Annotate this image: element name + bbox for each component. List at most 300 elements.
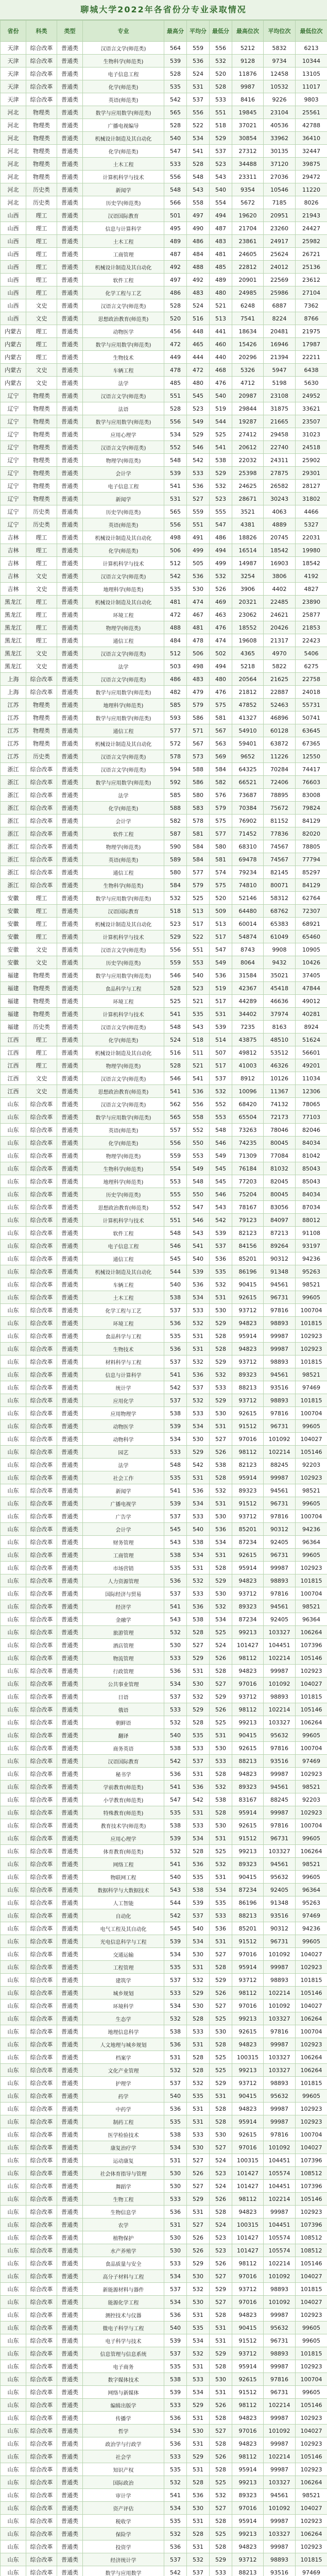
major-cell: 物理学(师范类) <box>83 840 164 853</box>
max-score-cell: 533 <box>164 1703 187 1716</box>
province-cell: 山东 <box>1 2103 26 2115</box>
min-rank-cell: 55731 <box>296 699 327 711</box>
major-cell: 数学与应用数学 <box>83 2566 164 2576</box>
major-cell: 国际经济与贸易 <box>83 1587 164 1600</box>
max-score-cell: 547 <box>164 1793 187 1806</box>
category-cell: 综合改革 <box>26 2206 57 2218</box>
avg-rank-cell: 65383 <box>264 918 296 930</box>
min-score-cell: 528 <box>210 1665 232 1677</box>
min-rank-cell: 100704 <box>296 2128 327 2141</box>
avg-score-cell: 546 <box>187 1214 210 1227</box>
min-score-cell: 476 <box>210 377 232 389</box>
min-score-cell: 581 <box>210 853 232 866</box>
major-cell: 通信工程 <box>83 1252 164 1265</box>
max-rank-cell: 94823 <box>232 2412 264 2425</box>
table-row <box>1 1793 327 1806</box>
category-cell: 理工 <box>26 274 57 286</box>
max-rank-cell: 94823 <box>232 1665 264 1677</box>
max-score-cell: 540 <box>164 132 187 145</box>
min-score-cell: 532 <box>210 1858 232 1871</box>
major-cell: 法学 <box>83 1459 164 1471</box>
max-rank-cell: 20321 <box>232 596 264 608</box>
max-rank-cell: 77203 <box>232 1175 264 1188</box>
avg-score-cell: 588 <box>187 763 210 776</box>
type-cell: 普通类 <box>57 570 83 583</box>
avg-score-cell: 559 <box>187 42 210 55</box>
min-rank-cell: 101815 <box>296 2347 327 2360</box>
major-cell: 工商管理 <box>83 248 164 261</box>
avg-score-cell: 531 <box>187 1665 210 1677</box>
min-rank-cell: 4466 <box>296 505 327 518</box>
avg-score-cell: 523 <box>187 982 210 995</box>
max-score-cell: 535 <box>164 2115 187 2128</box>
province-cell: 山东 <box>1 2090 26 2103</box>
max-rank-cell: 21704 <box>232 222 264 235</box>
table-row <box>1 789 327 802</box>
table-row <box>1 1201 327 1214</box>
min-score-cell: 528 <box>210 1330 232 1343</box>
max-rank-cell: 20987 <box>232 389 264 402</box>
avg-score-cell: 522 <box>187 119 210 132</box>
avg-rank-cell: 27036 <box>264 171 296 183</box>
avg-score-cell: 481 <box>187 621 210 634</box>
max-score-cell: 537 <box>164 1355 187 1368</box>
avg-rank-cell: 22887 <box>264 686 296 699</box>
province-cell: 山东 <box>1 1394 26 1407</box>
max-score-cell: 552 <box>164 1201 187 1214</box>
avg-score-cell: 534 <box>187 1291 210 1304</box>
max-rank-cell: 98112 <box>232 2193 264 2206</box>
max-rank-cell: 93712 <box>232 1690 264 1703</box>
avg-score-cell: 526 <box>187 2167 210 2180</box>
avg-score-cell: 531 <box>187 2437 210 2450</box>
avg-rank-cell: 82045 <box>264 1175 296 1188</box>
max-rank-cell: 99213 <box>232 2064 264 2077</box>
max-rank-cell: 95914 <box>232 1562 264 1574</box>
avg-rank-cell: 26582 <box>264 480 296 493</box>
min-rank-cell: 105146 <box>296 2450 327 2463</box>
min-rank-cell: 99605 <box>296 1497 327 1510</box>
avg-rank-cell: 92405 <box>264 1536 296 1549</box>
min-rank-cell: 51624 <box>296 1033 327 1046</box>
max-score-cell: 537 <box>164 1690 187 1703</box>
avg-rank-cell: 99987 <box>264 2515 296 2528</box>
max-rank-cell: 94823 <box>232 2038 264 2051</box>
category-cell: 物理类 <box>26 171 57 183</box>
table-row <box>1 918 327 930</box>
major-cell: 制药工程 <box>83 2115 164 2128</box>
province-cell: 内蒙古 <box>1 351 26 364</box>
max-score-cell: 534 <box>164 2270 187 2283</box>
avg-score-cell: 533 <box>187 2025 210 2038</box>
max-rank-cell: 87234 <box>232 1613 264 1626</box>
category-cell: 理工 <box>26 209 57 222</box>
category-cell: 综合改革 <box>26 2283 57 2296</box>
major-cell: 生物科学(师范类) <box>83 879 164 892</box>
avg-score-cell: 535 <box>187 2321 210 2334</box>
min-score-cell: 507 <box>210 1046 232 1059</box>
province-cell: 山东 <box>1 1549 26 1562</box>
type-cell: 普通类 <box>57 274 83 286</box>
avg-rank-cell: 72173 <box>264 1111 296 1124</box>
major-cell: 交通运输 <box>83 1948 164 1961</box>
min-rank-cell: 5630 <box>296 377 327 389</box>
min-rank-cell: 100704 <box>296 1304 327 1317</box>
avg-score-cell: 528 <box>187 1626 210 1639</box>
min-rank-cell: 94236 <box>296 1252 327 1265</box>
max-rank-cell: 91512 <box>232 1935 264 1948</box>
avg-score-cell: 551 <box>187 518 210 531</box>
avg-score-cell: 584 <box>187 853 210 866</box>
avg-score-cell: 505 <box>187 557 210 570</box>
category-cell: 综合改革 <box>26 1420 57 1433</box>
category-cell: 综合改革 <box>26 1098 57 1111</box>
avg-score-cell: 530 <box>187 2296 210 2309</box>
category-cell: 文史 <box>26 956 57 969</box>
max-score-cell: 554 <box>164 1162 187 1175</box>
category-cell: 物理类 <box>26 969 57 982</box>
min-score-cell: 534 <box>210 1884 232 1896</box>
type-cell: 普通类 <box>57 1137 83 1149</box>
max-rank-cell: 5218 <box>232 660 264 673</box>
avg-score-cell: 541 <box>187 1240 210 1252</box>
table-row <box>1 724 327 737</box>
max-score-cell: 516 <box>164 1046 187 1059</box>
min-score-cell: 527 <box>210 2141 232 2154</box>
avg-score-cell: 536 <box>187 55 210 67</box>
max-rank-cell: 98112 <box>232 1703 264 1716</box>
major-cell: 舞蹈学 <box>83 2180 164 2193</box>
province-cell: 山东 <box>1 2077 26 2090</box>
max-rank-cell: 94823 <box>232 1343 264 1355</box>
min-rank-cell: 97469 <box>296 1909 327 1922</box>
category-cell: 综合改革 <box>26 2103 57 2115</box>
type-cell: 普通类 <box>57 737 83 750</box>
type-cell: 普通类 <box>57 1008 83 1021</box>
max-score-cell: 512 <box>164 557 187 570</box>
min-rank-cell: 97469 <box>296 1381 327 1394</box>
min-score-cell: 542 <box>210 1214 232 1227</box>
major-cell: 社会工作 <box>83 1471 164 1484</box>
min-score-cell: 531 <box>210 1291 232 1304</box>
min-rank-cell: 105146 <box>296 2193 327 2206</box>
min-score-cell: 489 <box>210 274 232 286</box>
table-row <box>1 93 327 106</box>
min-score-cell: 509 <box>210 905 232 918</box>
max-score-cell: 537 <box>164 1587 187 1600</box>
major-cell: 商务英语 <box>83 1742 164 1755</box>
province-cell: 山东 <box>1 1716 26 1729</box>
table-row <box>1 1137 327 1149</box>
category-cell: 综合改革 <box>26 1459 57 1471</box>
max-rank-cell: 97016 <box>232 1948 264 1961</box>
max-rank-cell: 9128 <box>232 55 264 67</box>
min-rank-cell: 107396 <box>296 2218 327 2231</box>
avg-score-cell: 511 <box>187 1046 210 1059</box>
max-rank-cell: 9354 <box>232 183 264 196</box>
type-cell: 普通类 <box>57 2553 83 2566</box>
table-row <box>1 1085 327 1098</box>
avg-score-cell: 528 <box>187 1845 210 1858</box>
avg-score-cell: 532 <box>187 2283 210 2296</box>
avg-score-cell: 542 <box>187 1793 210 1806</box>
min-score-cell: 549 <box>210 1149 232 1162</box>
max-rank-cell: 100315 <box>232 2218 264 2231</box>
avg-rank-cell: 37974 <box>264 1008 296 1021</box>
max-score-cell: 536 <box>164 1665 187 1677</box>
max-score-cell: 533 <box>164 2193 187 2206</box>
min-score-cell: 528 <box>210 1768 232 1781</box>
avg-rank-cell: 103327 <box>264 1845 296 1858</box>
min-rank-cell: 102923 <box>296 2309 327 2321</box>
min-rank-cell: 104027 <box>296 2502 327 2515</box>
type-cell: 普通类 <box>57 789 83 802</box>
max-rank-cell: 98112 <box>232 1446 264 1459</box>
table-row <box>1 1343 327 1355</box>
province-cell: 山西 <box>1 248 26 261</box>
type-cell: 普通类 <box>57 2180 83 2193</box>
table-row <box>1 2540 327 2553</box>
min-score-cell: 529 <box>210 132 232 145</box>
province-cell: 山东 <box>1 1317 26 1330</box>
column-header: 最高位次 <box>232 21 264 42</box>
table-row <box>1 1381 327 1394</box>
type-cell: 普通类 <box>57 1626 83 1639</box>
min-score-cell: 535 <box>210 1265 232 1278</box>
max-score-cell: 587 <box>164 827 187 840</box>
province-cell: 江苏 <box>1 699 26 711</box>
category-cell: 物理类 <box>26 428 57 441</box>
table-row <box>1 1935 327 1948</box>
type-cell: 普通类 <box>57 1497 83 1510</box>
min-score-cell: 575 <box>210 879 232 892</box>
type-cell: 普通类 <box>57 467 83 480</box>
max-score-cell: 548 <box>164 183 187 196</box>
max-rank-cell: 37021 <box>232 119 264 132</box>
min-score-cell: 580 <box>210 840 232 853</box>
major-cell: 地理科学(师范类) <box>83 583 164 596</box>
min-score-cell: 519 <box>210 982 232 995</box>
min-rank-cell: 100704 <box>296 1407 327 1420</box>
max-score-cell: 534 <box>164 1999 187 2012</box>
province-cell: 浙江 <box>1 879 26 892</box>
province-cell: 吉林 <box>1 570 26 583</box>
min-rank-cell: 104027 <box>296 1433 327 1446</box>
avg-score-cell: 531 <box>187 2309 210 2321</box>
avg-score-cell: 534 <box>187 132 210 145</box>
avg-score-cell: 531 <box>187 1471 210 1484</box>
min-rank-cell: 85297 <box>296 866 327 879</box>
min-score-cell: 536 <box>210 969 232 982</box>
category-cell: 理工 <box>26 286 57 299</box>
type-cell: 普通类 <box>57 969 83 982</box>
province-cell: 河北 <box>1 171 26 183</box>
type-cell: 普通类 <box>57 1922 83 1935</box>
avg-score-cell: 532 <box>187 1690 210 1703</box>
category-cell: 物理类 <box>26 132 57 145</box>
max-score-cell: 530 <box>164 2244 187 2257</box>
major-cell: 广播电视编导 <box>83 119 164 132</box>
max-rank-cell: 79234 <box>232 866 264 879</box>
avg-score-cell: 538 <box>187 1536 210 1549</box>
avg-rank-cell: 105574 <box>264 2167 296 2180</box>
min-rank-cell: 99605 <box>296 1729 327 1742</box>
major-cell: 知识产权 <box>83 2463 164 2476</box>
avg-rank-cell: 74567 <box>264 853 296 866</box>
major-cell: 机械设计制造及其自动化 <box>83 1046 164 1059</box>
avg-rank-cell: 96731 <box>264 1497 296 1510</box>
province-cell: 山东 <box>1 1162 26 1175</box>
max-rank-cell: 97016 <box>232 2141 264 2154</box>
province-cell: 河北 <box>1 119 26 132</box>
category-cell: 综合改革 <box>26 2399 57 2412</box>
major-cell: 人工智能 <box>83 1896 164 1909</box>
max-rank-cell: 101427 <box>232 2244 264 2257</box>
type-cell: 普通类 <box>57 815 83 827</box>
avg-rank-cell: 99987 <box>264 1471 296 1484</box>
category-cell: 综合改革 <box>26 2180 57 2193</box>
max-rank-cell: 101427 <box>232 2180 264 2193</box>
avg-score-cell: 530 <box>187 1999 210 2012</box>
max-score-cell: 588 <box>164 802 187 815</box>
max-score-cell: 548 <box>164 1459 187 1471</box>
max-rank-cell: 101427 <box>232 2231 264 2244</box>
type-cell: 普通类 <box>57 1549 83 1562</box>
category-cell: 综合改革 <box>26 2528 57 2540</box>
min-score-cell: 526 <box>210 1652 232 1665</box>
table-row <box>1 699 327 711</box>
category-cell: 综合改革 <box>26 1471 57 1484</box>
max-rank-cell: 10096 <box>232 1085 264 1098</box>
major-cell: 数学与应用数学(师范类) <box>83 892 164 905</box>
table-row <box>1 956 327 969</box>
table-row <box>1 493 327 505</box>
min-rank-cell: 106264 <box>296 1845 327 1858</box>
avg-rank-cell: 95632 <box>264 1729 296 1742</box>
min-score-cell: 517 <box>210 930 232 943</box>
table-row <box>1 158 327 171</box>
major-cell: 计算机科学与技术 <box>83 930 164 943</box>
table-row <box>1 1240 327 1252</box>
max-score-cell: 533 <box>164 158 187 171</box>
table-row <box>1 312 327 325</box>
province-cell: 辽宁 <box>1 493 26 505</box>
max-rank-cell: 87234 <box>232 1884 264 1896</box>
province-cell: 黑龙江 <box>1 596 26 608</box>
category-cell: 文史 <box>26 1085 57 1098</box>
province-cell: 山东 <box>1 1149 26 1162</box>
max-score-cell: 566 <box>164 196 187 209</box>
type-cell: 普通类 <box>57 673 83 686</box>
avg-score-cell: 581 <box>187 827 210 840</box>
min-score-cell: 527 <box>210 1433 232 1446</box>
max-score-cell: 539 <box>164 1832 187 1845</box>
min-rank-cell: 25136 <box>296 261 327 274</box>
avg-score-cell: 529 <box>187 2257 210 2270</box>
table-row <box>1 2321 327 2334</box>
category-cell: 历史类 <box>26 183 57 196</box>
type-cell: 普通类 <box>57 1832 83 1845</box>
avg-score-cell: 584 <box>187 840 210 853</box>
province-cell: 安徽 <box>1 905 26 918</box>
max-score-cell: 533 <box>164 2450 187 2463</box>
type-cell: 普通类 <box>57 493 83 505</box>
max-rank-cell: 86196 <box>232 1265 264 1278</box>
avg-rank-cell: 37120 <box>264 158 296 171</box>
major-cell: 哲学 <box>83 2425 164 2437</box>
type-cell: 普通类 <box>57 441 83 454</box>
category-cell: 综合改革 <box>26 1407 57 1420</box>
avg-rank-cell: 80045 <box>264 1137 296 1149</box>
major-cell: 秘书学 <box>83 1768 164 1781</box>
table-row <box>1 879 327 892</box>
type-cell: 普通类 <box>57 827 83 840</box>
avg-rank-cell: 99987 <box>264 2309 296 2321</box>
avg-rank-cell: 102214 <box>264 1652 296 1665</box>
major-cell: 生物科学(师范类) <box>83 55 164 67</box>
min-score-cell: 553 <box>210 1111 232 1124</box>
major-cell: 园艺 <box>83 1446 164 1459</box>
max-rank-cell: 88213 <box>232 1381 264 1394</box>
min-score-cell: 541 <box>210 441 232 454</box>
avg-score-cell: 479 <box>187 686 210 699</box>
type-cell: 普通类 <box>57 132 83 145</box>
max-rank-cell: 90415 <box>232 1871 264 1884</box>
major-cell: 行政管理 <box>83 1665 164 1677</box>
min-score-cell: 547 <box>210 943 232 956</box>
min-rank-cell: 105146 <box>296 1446 327 1459</box>
max-score-cell: 542 <box>164 1381 187 1394</box>
min-score-cell: 517 <box>210 995 232 1008</box>
min-score-cell: 532 <box>210 1368 232 1381</box>
max-score-cell: 565 <box>164 1111 187 1124</box>
table-row <box>1 827 327 840</box>
max-score-cell: 535 <box>164 80 187 93</box>
max-score-cell: 536 <box>164 1317 187 1330</box>
province-cell: 山东 <box>1 2373 26 2386</box>
major-cell: 公共事业管理 <box>83 1677 164 1690</box>
min-rank-cell: 23890 <box>296 596 327 608</box>
table-row <box>1 531 327 544</box>
table-row <box>1 943 327 956</box>
avg-rank-cell: 46896 <box>264 711 296 724</box>
min-score-cell: 485 <box>210 261 232 274</box>
type-cell: 普通类 <box>57 351 83 364</box>
max-score-cell: 540 <box>164 2321 187 2334</box>
min-score-cell: 533 <box>210 93 232 106</box>
max-rank-cell: 18634 <box>232 325 264 338</box>
table-row <box>1 1562 327 1574</box>
min-score-cell: 476 <box>210 686 232 699</box>
max-score-cell: 543 <box>164 1536 187 1549</box>
min-rank-cell: 85043 <box>296 1175 327 1188</box>
type-cell: 普通类 <box>57 2515 83 2528</box>
avg-score-cell: 483 <box>187 673 210 686</box>
province-cell: 山东 <box>1 1240 26 1252</box>
major-cell: 广告学 <box>83 1510 164 1523</box>
type-cell: 普通类 <box>57 1884 83 1896</box>
max-score-cell: 533 <box>164 2257 187 2270</box>
province-cell: 河北 <box>1 196 26 209</box>
min-score-cell: 527 <box>210 1948 232 1961</box>
min-score-cell: 476 <box>210 621 232 634</box>
major-cell: 通信工程 <box>83 724 164 737</box>
min-score-cell: 494 <box>210 660 232 673</box>
table-row <box>1 750 327 763</box>
major-cell: 体育教育(师范类) <box>83 1845 164 1858</box>
avg-rank-cell: 46326 <box>264 1059 296 1072</box>
table-row <box>1 2115 327 2128</box>
